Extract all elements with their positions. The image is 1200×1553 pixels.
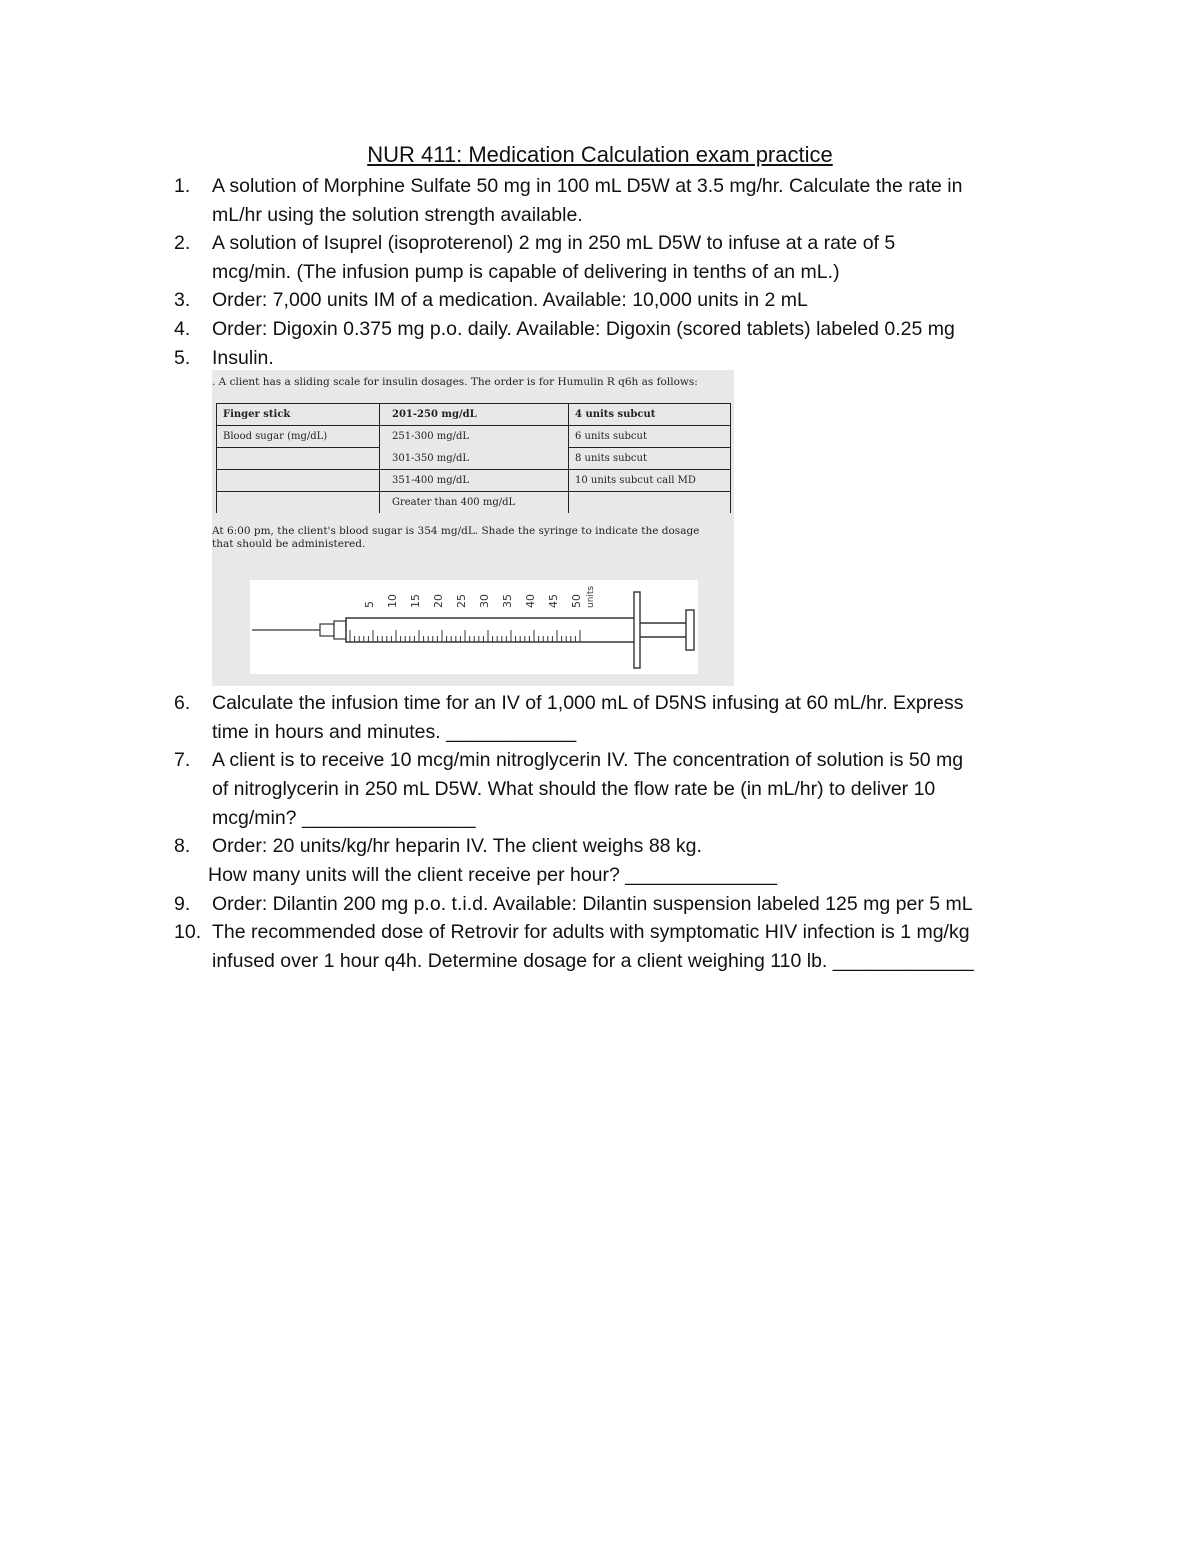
question-number: 8. xyxy=(174,835,191,857)
insulin-figure xyxy=(212,370,734,686)
syringe-label: 35 xyxy=(501,594,514,608)
table-cell xyxy=(217,448,380,470)
syringe-label: 50 xyxy=(570,594,583,608)
table-row xyxy=(217,448,731,470)
table-cell: 201-250 mg/dL xyxy=(380,404,569,426)
syringe-label: 30 xyxy=(478,594,491,608)
question-line: A solution of Isuprel (isoproterenol) 2 mg in 250 mL D5W to infuse at a rate of 5 xyxy=(212,232,896,254)
table-cell: 301-350 mg/dL xyxy=(380,448,569,470)
question-number: 3. xyxy=(174,289,191,311)
sliding-scale-table xyxy=(216,403,731,513)
question-number: 5. xyxy=(174,347,191,369)
table-row xyxy=(217,492,731,514)
table-cell: 251-300 mg/dL xyxy=(380,426,569,448)
figure-caption: At 6:00 pm, the client's blood sugar is 354 mg/dL. Shade the syringe to indicate the dosage that should be administered. xyxy=(212,525,700,550)
table-cell xyxy=(569,492,731,514)
question-8-followup: How many units will the client receive per hour? ______________ xyxy=(208,864,778,886)
table-cell: 6 units subcut xyxy=(569,426,731,448)
table-cell xyxy=(217,470,380,492)
question-line: Order: Digoxin 0.375 mg p.o. daily. Available: Digoxin (scored tablets) labeled 0.25 mg xyxy=(212,318,955,340)
table-cell: 10 units subcut call MD xyxy=(569,470,731,492)
table-cell xyxy=(217,492,380,514)
question-line: Order: 7,000 units IM of a medication. Available: 10,000 units in 2 mL xyxy=(212,289,808,311)
question-line: of nitroglycerin in 250 mL D5W. What should the flow rate be (in mL/hr) to deliver 10 xyxy=(212,778,936,800)
syringe-label: 25 xyxy=(455,594,468,608)
table-cell: Greater than 400 mg/dL xyxy=(380,492,569,514)
question-number: 6. xyxy=(174,692,191,714)
question-line: Insulin. xyxy=(212,347,274,369)
question-line: time in hours and minutes. ____________ xyxy=(212,721,577,743)
question-number: 9. xyxy=(174,893,191,915)
syringe-label: 45 xyxy=(547,594,560,608)
question-number: 10. xyxy=(174,921,202,943)
table-cell: 4 units subcut xyxy=(569,404,731,426)
syringe-label: units xyxy=(586,585,596,608)
question-line: infused over 1 hour q4h. Determine dosage for a client weighing 110 lb. _____________ xyxy=(212,950,974,972)
question-number: 4. xyxy=(174,318,191,340)
question-line: mL/hr using the solution strength available. xyxy=(212,204,583,226)
syringe-icon xyxy=(250,580,698,674)
syringe-label: 20 xyxy=(432,594,445,608)
question-line: mcg/min. (The infusion pump is capable of delivering in tenths of an mL.) xyxy=(212,261,840,283)
page-title: NUR 411: Medication Calculation exam practice xyxy=(367,142,833,167)
question-line: Order: 20 units/kg/hr heparin IV. The client weighs 88 kg. xyxy=(212,835,702,857)
table-row xyxy=(217,404,731,426)
syringe-label: 15 xyxy=(409,594,422,608)
table-row xyxy=(217,426,731,448)
question-line: The recommended dose of Retrovir for adults with symptomatic HIV infection is 1 mg/kg xyxy=(212,921,970,943)
table-cell: 351-400 mg/dL xyxy=(380,470,569,492)
syringe-label: 10 xyxy=(386,594,399,608)
question-line: Order: Dilantin 200 mg p.o. t.i.d. Available: Dilantin suspension labeled 125 mg per 5 mL xyxy=(212,893,973,915)
table-cell: 8 units subcut xyxy=(569,448,731,470)
question-line: A solution of Morphine Sulfate 50 mg in 100 mL D5W at 3.5 mg/hr. Calculate the rate in xyxy=(212,175,963,197)
question-number: 2. xyxy=(174,232,191,254)
table-cell: Blood sugar (mg/dL) xyxy=(217,426,380,448)
syringe-panel xyxy=(250,580,698,674)
figure-intro: . A client has a sliding scale for insulin dosages. The order is for Humulin R q6h as follows: xyxy=(212,376,698,388)
question-line: mcg/min? ________________ xyxy=(212,807,476,829)
table-cell: Finger stick xyxy=(217,404,380,426)
syringe-label: 5 xyxy=(363,601,376,608)
syringe-scale-labels xyxy=(363,586,596,608)
question-line: Calculate the infusion time for an IV of 1,000 mL of D5NS infusing at 60 mL/hr. Express xyxy=(212,692,964,714)
question-number: 1. xyxy=(174,175,191,197)
question-line: A client is to receive 10 mcg/min nitroglycerin IV. The concentration of solution is 50 mg xyxy=(212,749,964,771)
syringe-label: 40 xyxy=(524,594,537,608)
table-row xyxy=(217,470,731,492)
question-number: 7. xyxy=(174,749,191,771)
